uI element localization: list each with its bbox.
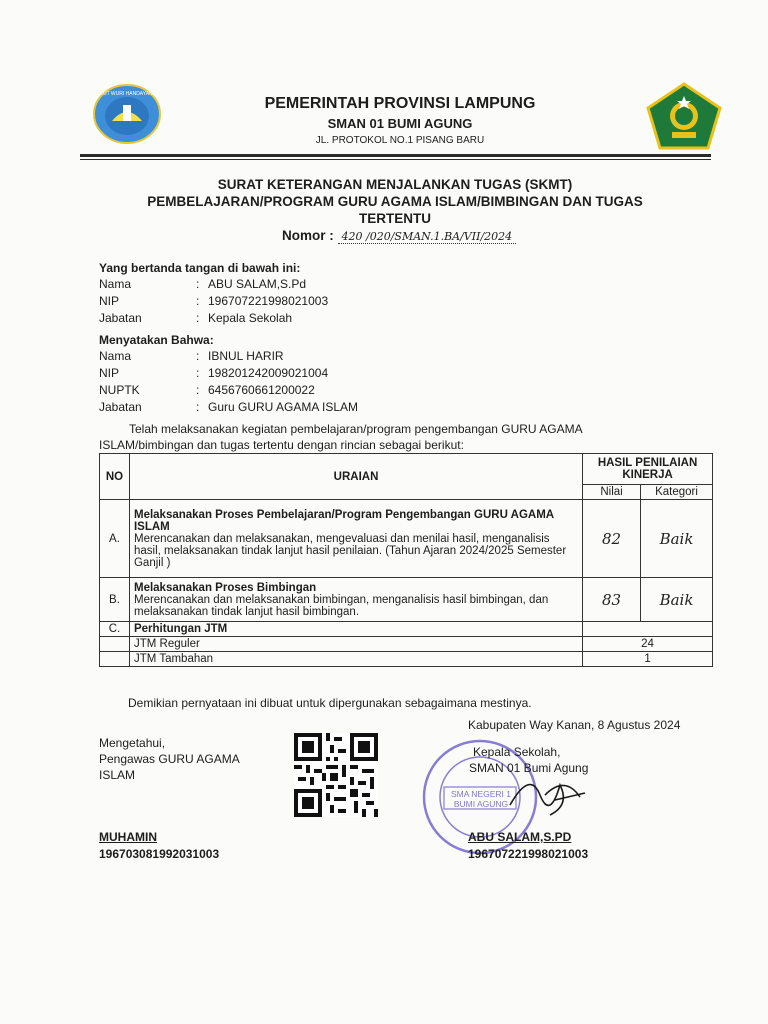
- document-title: [100, 176, 690, 227]
- field-value: 6456760661200022: [208, 383, 315, 397]
- field-value: 196707221998021003: [208, 294, 329, 308]
- row-jtm-reguler-value: 24: [583, 637, 713, 652]
- row-jtm-tambahan-value: 1: [583, 652, 713, 667]
- signer-field-nama: Nama : ABU SALAM,S.Pd: [99, 277, 307, 291]
- signer-field-jabatan: Jabatan : Kepala Sekolah: [99, 311, 293, 325]
- qr-code: [293, 733, 379, 817]
- table-row-jtm-reguler: [100, 637, 713, 652]
- place-date: Kabupaten Way Kanan, 8 Agustus 2024: [468, 718, 681, 732]
- title-line-1: SURAT KETERANGAN MENJALANKAN TUGAS (SKMT): [217, 177, 573, 192]
- nomor-value: 420 /020/SMAN.1.BA/VII/2024: [338, 230, 517, 244]
- row-jtm-blank: [583, 622, 713, 637]
- row-kategori: Baik: [641, 500, 713, 578]
- supervisor-block: [99, 735, 240, 783]
- supervisor-nip: 196703081992031003: [99, 847, 220, 861]
- tut-wuri-handayani-logo: [92, 83, 162, 145]
- col-header-uraian: URAIAN: [129, 454, 582, 500]
- subject-heading: Menyatakan Bahwa:: [99, 333, 214, 347]
- row-no: C.: [100, 622, 130, 637]
- signer-heading: Yang bertanda tangan di bawah ini:: [99, 261, 301, 275]
- field-value: IBNUL HARIR: [208, 349, 284, 363]
- title-line-3: TERTENTU: [359, 211, 431, 226]
- field-label: Nama: [99, 277, 132, 291]
- row-title: Melaksanakan Proses Pembelajaran/Program Pengembangan GURU AGAMA ISLAM: [133, 508, 554, 533]
- header-rule-thin: [80, 159, 711, 160]
- results-table: [99, 453, 713, 667]
- header-gov: PEMERINTAH PROVINSI LAMPUNG: [264, 95, 536, 112]
- row-jtm-reguler-label: JTM Reguler: [129, 637, 582, 652]
- row-jtm-tambahan-label: JTM Tambahan: [129, 652, 582, 667]
- row-desc: Merencanakan dan melaksanakan, mengevaluasi dan menilai hasil, menganalisis hasil, melaksanakan tindak lanjut hasil penilaian. (Tahun Ajaran 2024/2025 Semester Ganjil ): [133, 532, 567, 569]
- row-no-blank: [100, 652, 130, 667]
- signer-name: ABU SALAM,S.PD: [468, 830, 572, 844]
- row-no-blank: [100, 637, 130, 652]
- supervisor-line-2: Pengawas GURU AGAMA: [99, 752, 240, 766]
- signer-school: SMAN 01 Bumi Agung: [469, 761, 589, 775]
- field-label: NIP: [99, 366, 120, 380]
- field-value: Guru GURU AGAMA ISLAM: [208, 400, 359, 414]
- signer-role: Kepala Sekolah,: [473, 745, 561, 759]
- nomor-label: Nomor :: [282, 228, 334, 243]
- col-header-kategori: Kategori: [641, 485, 713, 500]
- row-uraian: [129, 500, 582, 578]
- stamp-text: SMA NEGERI 1 BUMI AGUNG: [451, 789, 511, 809]
- supervisor-line-1: Mengetahui,: [99, 736, 166, 750]
- field-value: 198201242009021004: [208, 366, 329, 380]
- header-rule-thick: [80, 154, 711, 157]
- field-label: NIP: [99, 294, 120, 308]
- supervisor-name: MUHAMIN: [99, 830, 157, 844]
- signature: [500, 765, 590, 825]
- row-uraian: [129, 578, 582, 622]
- kemenag-logo: [646, 82, 722, 150]
- header-school: SMAN 01 BUMI AGUNG: [327, 116, 473, 131]
- field-label: NUPTK: [99, 383, 140, 397]
- field-value: Kepala Sekolah: [208, 311, 293, 325]
- row-no: B.: [100, 578, 130, 622]
- subject-field-nama: Nama : IBNUL HARIR: [99, 349, 284, 363]
- row-title: Melaksanakan Proses Bimbingan: [133, 581, 317, 594]
- subject-field-nuptk: NUPTK : 6456760661200022: [99, 383, 315, 397]
- row-no: A.: [100, 500, 130, 578]
- field-label: Jabatan: [99, 400, 142, 414]
- table-row-jtm-tambahan: [100, 652, 713, 667]
- row-jtm-title: Perhitungan JTM: [129, 622, 582, 637]
- row-kategori: Baik: [641, 578, 713, 622]
- col-header-hasil: HASIL PENILAIAN KINERJA: [583, 454, 713, 485]
- signer-nip: 196707221998021003: [468, 847, 589, 861]
- table-row-jtm: [100, 622, 713, 637]
- row-nilai: 83: [583, 578, 641, 622]
- field-label: Nama: [99, 349, 132, 363]
- subject-field-nip: NIP : 198201242009021004: [99, 366, 329, 380]
- field-label: Jabatan: [99, 311, 142, 325]
- intro-paragraph: Telah melaksanakan kegiatan pembelajaran/program pengembangan GURU AGAMA ISLAM/bimbingan dan tugas tertentu dengan rincian sebagai berikut:: [99, 422, 582, 452]
- nomor-row: [282, 228, 516, 243]
- subject-field-jabatan: Jabatan : Guru GURU AGAMA ISLAM: [99, 400, 359, 414]
- supervisor-line-3: ISLAM: [99, 768, 136, 782]
- row-desc: Merencanakan dan melaksanakan bimbingan, menganalisis hasil bimbingan, dan melaksanakan tindak lanjut hasil bimbingan.: [133, 593, 549, 618]
- table-row: [100, 500, 713, 578]
- header-address: JL. PROTOKOL NO.1 PISANG BARU: [315, 135, 485, 146]
- row-nilai: 82: [583, 500, 641, 578]
- title-line-2: PEMBELAJARAN/PROGRAM GURU AGAMA ISLAM/BIMBINGAN DAN TUGAS: [147, 194, 643, 209]
- field-value: ABU SALAM,S.Pd: [208, 277, 307, 291]
- table-row: [100, 578, 713, 622]
- closing-statement: Demikian pernyataan ini dibuat untuk dipergunakan sebagaimana mestinya.: [128, 696, 532, 710]
- col-header-nilai: Nilai: [583, 485, 641, 500]
- logo-left-text: TUT WURI HANDAYANI: [99, 91, 155, 97]
- col-header-no: NO: [100, 454, 130, 500]
- signer-field-nip: NIP : 196707221998021003: [99, 294, 329, 308]
